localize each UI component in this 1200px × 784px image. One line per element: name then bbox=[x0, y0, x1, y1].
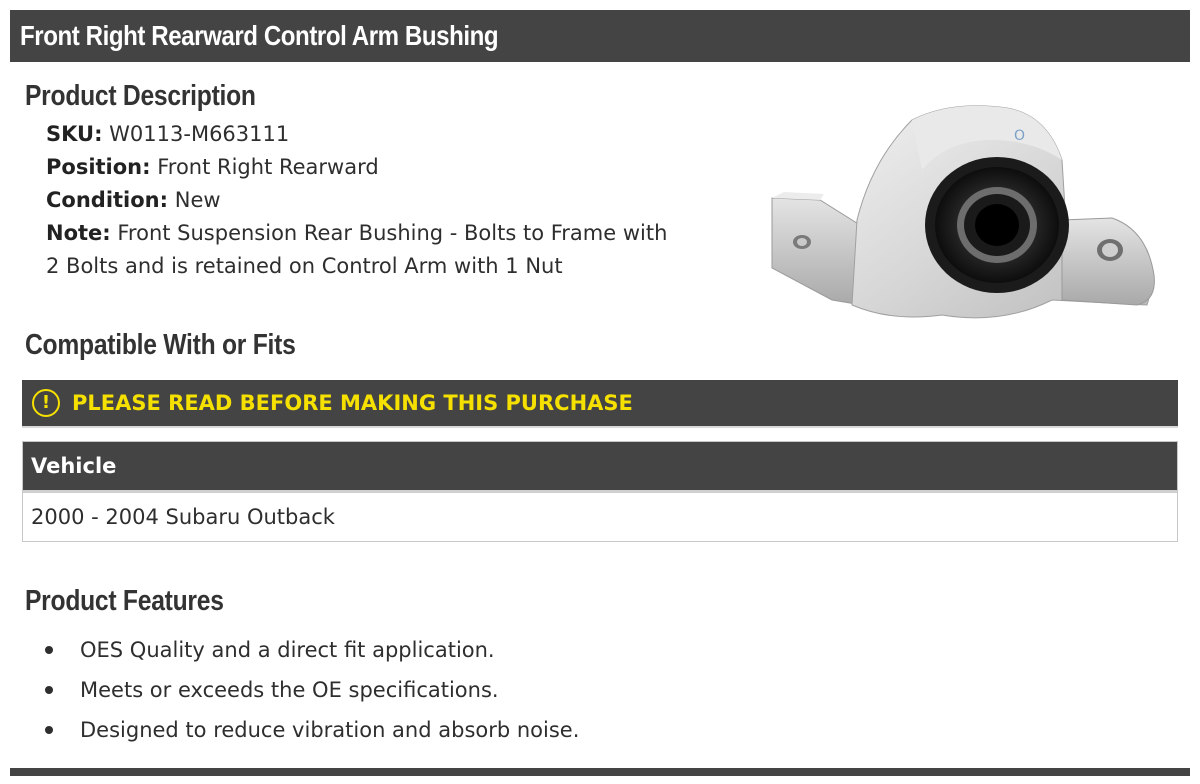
feature-text: OES Quality and a direct fit application. bbox=[80, 638, 495, 662]
exclamation-circle-icon: ! bbox=[32, 389, 60, 417]
page-title: Front Right Rearward Control Arm Bushing bbox=[20, 20, 499, 51]
sku-label: SKU: bbox=[46, 122, 103, 146]
product-image bbox=[762, 100, 1162, 345]
vehicle-table bbox=[22, 441, 1178, 542]
position-row bbox=[46, 151, 726, 184]
sku-row bbox=[46, 118, 726, 151]
table-row: 2000 - 2004 Subaru Outback bbox=[23, 493, 1177, 541]
note-value-line1: Front Suspension Rear Bushing - Bolts to Frame with bbox=[117, 221, 668, 245]
list-item bbox=[0, 630, 579, 670]
alert-text: PLEASE READ BEFORE MAKING THIS PURCHASE bbox=[72, 391, 633, 415]
features-list bbox=[0, 630, 579, 750]
product-details bbox=[46, 118, 726, 283]
compatible-heading: Compatible With or Fits bbox=[25, 329, 296, 361]
svg-text:O: O bbox=[1014, 128, 1026, 144]
sku-value: W0113-M663111 bbox=[109, 122, 290, 146]
vehicle-column-header: Vehicle bbox=[23, 442, 1177, 493]
title-bar bbox=[10, 10, 1190, 62]
position-label: Position: bbox=[46, 155, 151, 179]
list-item bbox=[0, 710, 579, 750]
note-value-line2: 2 Bolts and is retained on Control Arm with 1 Nut bbox=[46, 254, 563, 278]
bottom-divider bbox=[10, 768, 1190, 776]
product-features-heading: Product Features bbox=[25, 585, 224, 617]
feature-text: Designed to reduce vibration and absorb noise. bbox=[80, 718, 580, 742]
condition-value: New bbox=[174, 188, 221, 212]
note-label: Note: bbox=[46, 221, 111, 245]
list-item bbox=[0, 670, 579, 710]
position-value: Front Right Rearward bbox=[157, 155, 379, 179]
bullet-icon bbox=[45, 646, 53, 654]
purchase-alert bbox=[22, 380, 1178, 428]
note-row-continued bbox=[46, 250, 726, 283]
bullet-icon bbox=[45, 726, 53, 734]
condition-row bbox=[46, 184, 726, 217]
feature-text: Meets or exceeds the OE specifications. bbox=[80, 678, 499, 702]
product-description-heading: Product Description bbox=[25, 80, 256, 112]
bullet-icon bbox=[45, 686, 53, 694]
note-row bbox=[46, 217, 726, 250]
condition-label: Condition: bbox=[46, 188, 169, 212]
